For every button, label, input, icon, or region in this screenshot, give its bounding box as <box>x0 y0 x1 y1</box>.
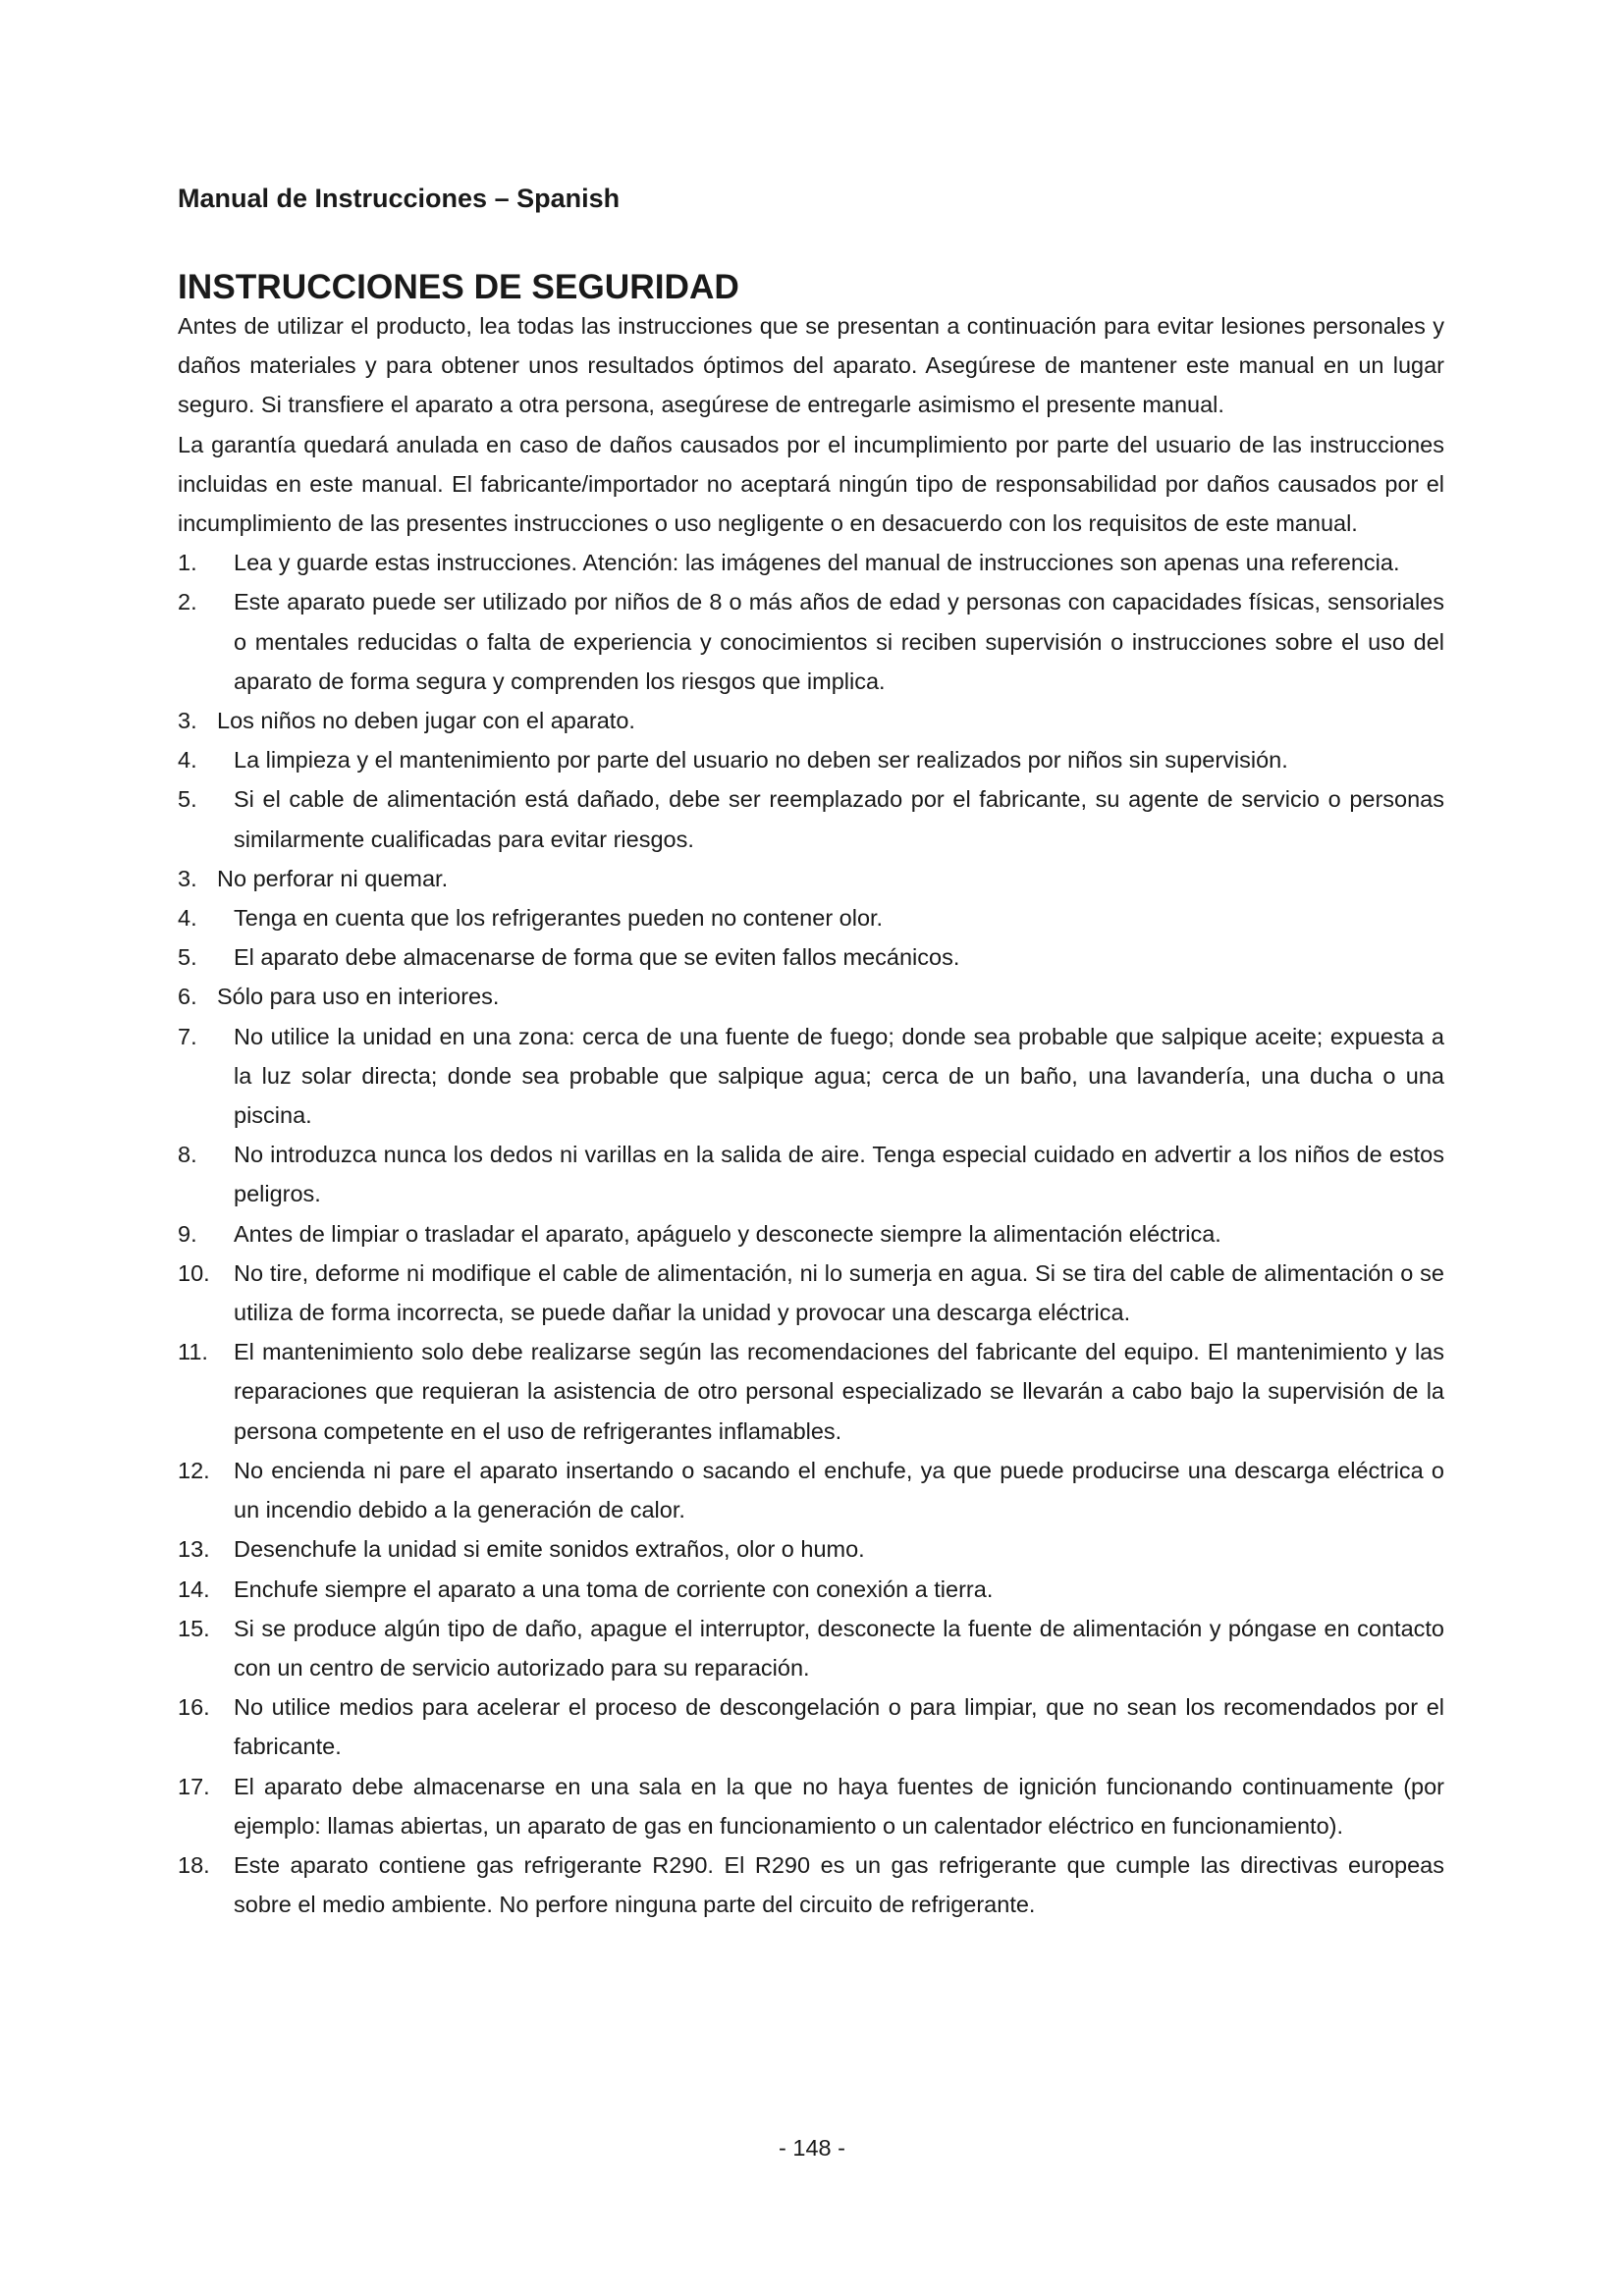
item-number: 2. <box>178 589 197 615</box>
item-number: 7. <box>178 1023 197 1049</box>
list-item <box>178 779 1444 858</box>
item-number: 4. <box>178 747 197 774</box>
list-item <box>178 1135 1444 1213</box>
list-item <box>178 740 1444 779</box>
item-number: 4. <box>178 905 197 932</box>
safety-instructions-list <box>178 543 1444 1924</box>
list-item <box>178 1451 1444 1529</box>
item-text: Enchufe siempre el aparato a una toma de corriente con conexión a tierra. <box>234 1575 994 1602</box>
item-text: Los niños no deben jugar con el aparato. <box>217 708 635 734</box>
list-item <box>178 937 1444 977</box>
item-number: 3. <box>178 708 197 734</box>
item-text: El aparato debe almacenarse de forma que se eviten fallos mecánicos. <box>234 944 960 971</box>
item-number: 9. <box>178 1220 197 1247</box>
item-text: Lea y guarde estas instrucciones. Atención: las imágenes del manual de instrucciones son apenas una referencia. <box>234 550 1400 576</box>
list-item <box>178 898 1444 937</box>
item-text: Si se produce algún tipo de daño, apague el interruptor, desconecte la fuente de alimentación y póngase en contacto con un centro de servicio autorizado para su reparación. <box>234 1615 1444 1681</box>
list-item <box>178 701 1444 740</box>
item-text: No encienda ni pare el aparato insertando o sacando el enchufe, ya que puede producirse una descarga eléctrica o un incendio debido a la generación de calor. <box>234 1457 1444 1523</box>
item-number: 12. <box>178 1457 210 1483</box>
item-number: 3. <box>178 865 197 891</box>
item-number: 10. <box>178 1259 210 1286</box>
item-number: 5. <box>178 786 197 813</box>
item-text: Este aparato contiene gas refrigerante R290. El R290 es un gas refrigerante que cumple las directivas europeas sobre el medio ambiente. No perfore ninguna parte del circuito de refrigerante. <box>234 1851 1444 1918</box>
item-text: El mantenimiento solo debe realizarse según las recomendaciones del fabricante del equipo. El mantenimiento y las reparaciones que requieran la asistencia de otro personal especializado se llevarán a cabo bajo la supervisión de la persona competente en el uso de refrigerantes inflamables. <box>234 1339 1444 1444</box>
item-number: 5. <box>178 944 197 971</box>
document-body <box>178 269 1444 1924</box>
list-item <box>178 1687 1444 1766</box>
item-number: 13. <box>178 1536 210 1563</box>
section-heading: INSTRUCCIONES DE SEGURIDAD <box>178 268 739 306</box>
item-text: No utilice la unidad en una zona: cerca de una fuente de fuego; donde sea probable que salpique aceite; expuesta a la luz solar directa; donde sea probable que salpique agua; cerca de un baño, una lavandería, una ducha o una piscina. <box>234 1023 1444 1129</box>
warranty-paragraph: La garantía quedará anulada en caso de daños causados por el incumplimiento por parte del usuario de las instrucciones incluidas en este manual. El fabricante/importador no aceptará ningún tipo de responsabilidad por daños causados por el incumplimiento de las presentes instrucciones o uso negligente o en desacuerdo con los requisitos de este manual. <box>178 431 1444 537</box>
list-item <box>178 1767 1444 1845</box>
list-item <box>178 1214 1444 1254</box>
item-number: 17. <box>178 1773 210 1799</box>
item-text: No tire, deforme ni modifique el cable de alimentación, ni lo sumerja en agua. Si se tira del cable de alimentación o se utiliza de forma incorrecta, se puede dañar la unidad y provocar una descarga eléctrica. <box>234 1259 1444 1326</box>
item-text: Desenchufe la unidad si emite sonidos extraños, olor o humo. <box>234 1536 865 1563</box>
intro-paragraph: Antes de utilizar el producto, lea todas las instrucciones que se presentan a continuación para evitar lesiones personales y daños materiales y para obtener unos resultados óptimos del aparato. Asegúrese de mantener este manual en un lugar seguro. Si transfiere el aparato a otra persona, asegúrese de entregarle asimismo el presente manual. <box>178 313 1444 418</box>
item-number: 18. <box>178 1851 210 1878</box>
item-number: 8. <box>178 1142 197 1168</box>
item-text: No utilice medios para acelerar el proceso de descongelación o para limpiar, que no sean los recomendados por el fabricante. <box>234 1694 1444 1760</box>
item-number: 6. <box>178 984 197 1010</box>
list-item <box>178 1017 1444 1136</box>
item-text: No introduzca nunca los dedos ni varillas en la salida de aire. Tenga especial cuidado en advertir a los niños de estos peligros. <box>234 1142 1444 1207</box>
list-item <box>178 1609 1444 1687</box>
list-item <box>178 543 1444 582</box>
item-text: La limpieza y el mantenimiento por parte del usuario no deben ser realizados por niños sin supervisión. <box>234 747 1288 774</box>
item-number: 1. <box>178 550 197 576</box>
item-number: 15. <box>178 1615 210 1641</box>
list-item <box>178 582 1444 701</box>
item-text: Sólo para uso en interiores. <box>217 984 500 1010</box>
list-item <box>178 1845 1444 1924</box>
page-number: - 148 - <box>779 2135 845 2161</box>
list-item <box>178 1529 1444 1569</box>
item-text: Este aparato puede ser utilizado por niños de 8 o más años de edad y personas con capacidades físicas, sensoriales o mentales reducidas o falta de experiencia y conocimientos si reciben supervisión o instrucciones sobre el uso del aparato de forma segura y comprenden los riesgos que implica. <box>234 589 1444 694</box>
list-item <box>178 1254 1444 1332</box>
item-text: Antes de limpiar o trasladar el aparato, apáguelo y desconecte siempre la alimentación eléctrica. <box>234 1220 1221 1247</box>
item-text: Tenga en cuenta que los refrigerantes pueden no contener olor. <box>234 905 884 932</box>
item-number: 11. <box>178 1339 208 1365</box>
item-text: El aparato debe almacenarse en una sala en la que no haya fuentes de ignición funcionando continuamente (por ejemplo: llamas abiertas, un aparato de gas en funcionamiento o un calentador eléctrico en funcionamiento). <box>234 1773 1444 1839</box>
list-item <box>178 859 1444 898</box>
document-title: Manual de Instrucciones – Spanish <box>178 184 621 213</box>
list-item <box>178 1570 1444 1609</box>
list-item <box>178 1332 1444 1451</box>
item-number: 14. <box>178 1575 210 1602</box>
item-text: Si el cable de alimentación está dañado, debe ser reemplazado por el fabricante, su agente de servicio o personas similarmente cualificadas para evitar riesgos. <box>234 786 1444 852</box>
list-item <box>178 977 1444 1016</box>
item-number: 16. <box>178 1694 210 1721</box>
item-text: No perforar ni quemar. <box>217 865 449 891</box>
